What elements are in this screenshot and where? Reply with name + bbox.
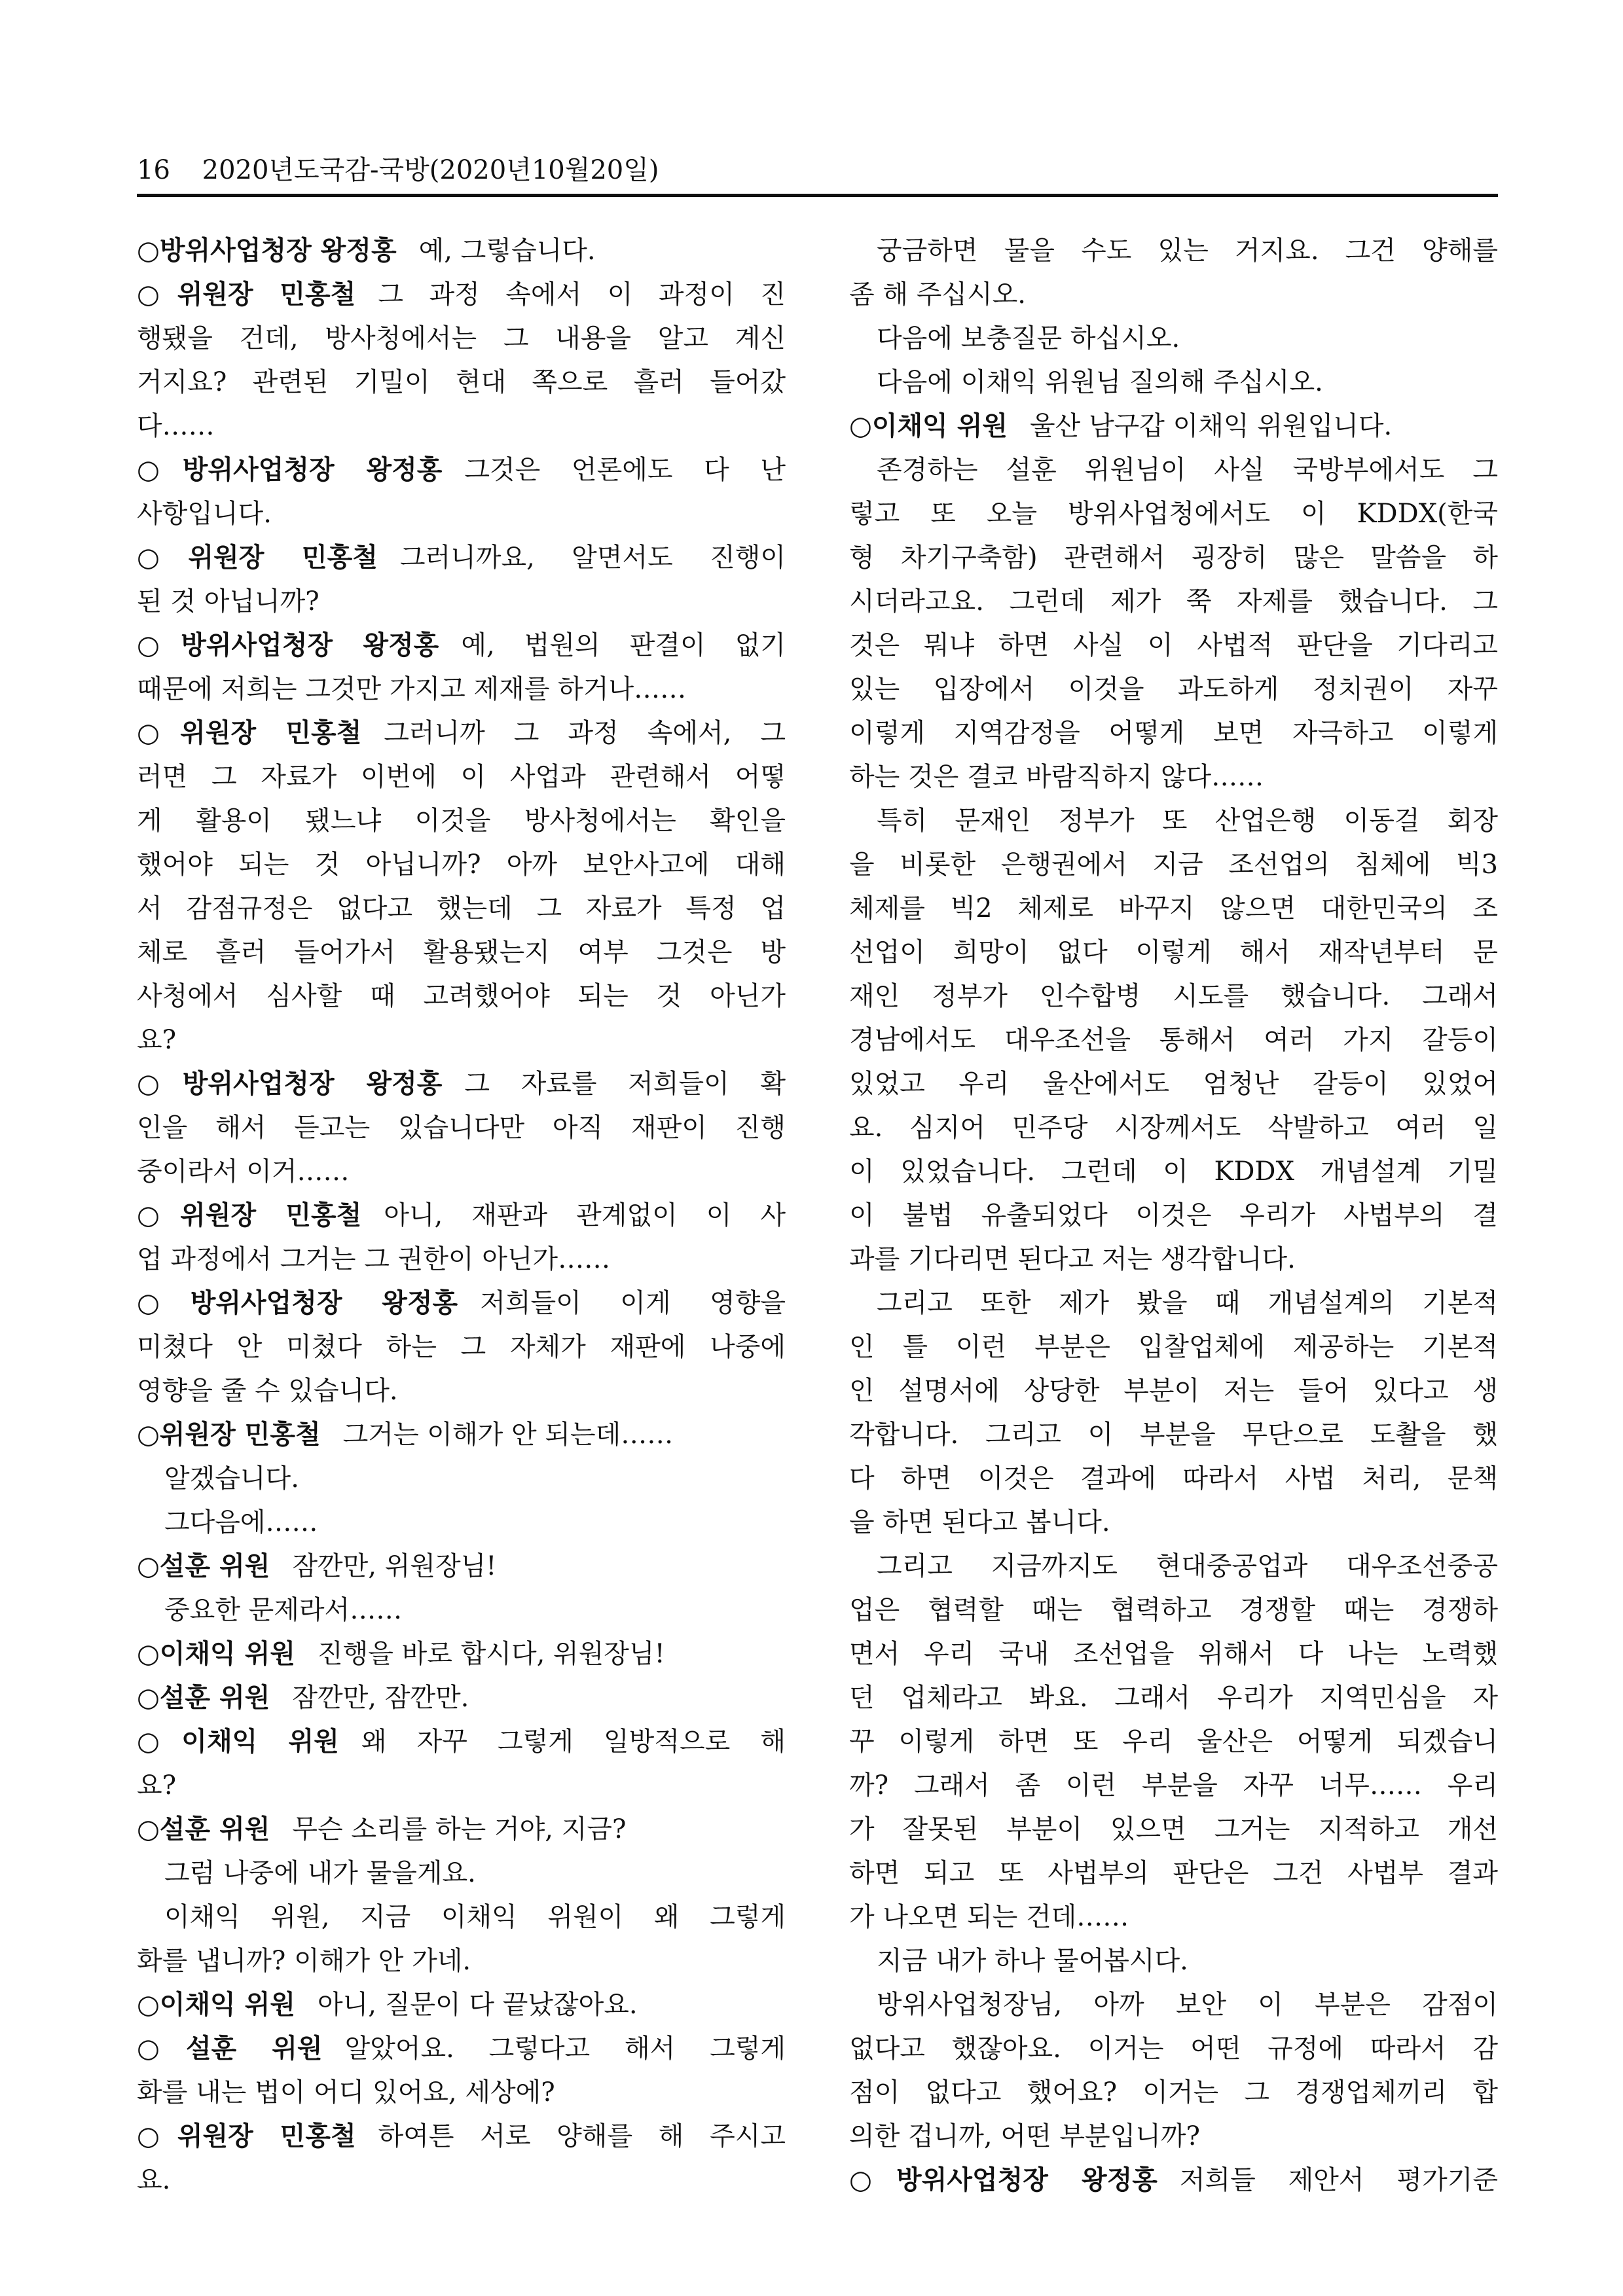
- continuation-paragraph: [849, 229, 1498, 317]
- speaker-name: ○설훈 위원: [137, 1551, 270, 1581]
- speaker-name: ○방위사업청장 왕정홍: [137, 1288, 458, 1318]
- text-line: [137, 1852, 786, 1895]
- right-column: [849, 229, 1498, 2202]
- speaker-name: ○설훈 위원: [137, 1814, 270, 1844]
- speech-paragraph: [137, 1983, 786, 2027]
- speech-paragraph: [137, 2115, 786, 2202]
- text-line: [849, 1852, 1498, 1895]
- text-line: [849, 1018, 1498, 1062]
- line-text: 과를 기다리면 된다고 저는 생각합니다.: [849, 1244, 1296, 1274]
- text-line: [137, 492, 786, 536]
- speech-paragraph: [137, 229, 786, 273]
- line-text: 사항입니다.: [137, 499, 272, 529]
- text-line: [137, 273, 786, 317]
- text-line: [137, 1501, 786, 1545]
- line-text: 중이라서 이거……: [137, 1157, 350, 1187]
- text-line: [137, 1150, 786, 1194]
- speaker-name: ○위원장 민홍철: [137, 718, 362, 748]
- line-text: 체로 흘러 들어가서 활용됐는지 여부 그것은 방: [137, 937, 786, 967]
- line-text: 렇고 또 오늘 방위사업청에서도 이 KDDX(한국: [849, 499, 1498, 529]
- speech-paragraph: [137, 1676, 786, 1720]
- line-text: 알겠습니다.: [164, 1463, 299, 1494]
- text-line: [849, 404, 1498, 448]
- text-line: [849, 1369, 1498, 1413]
- text-line: [137, 1983, 786, 2027]
- text-line: [849, 843, 1498, 887]
- line-text: 특히 문재인 정부가 또 산업은행 이동걸 회장: [877, 806, 1498, 836]
- text-line: [137, 2159, 786, 2202]
- line-text: 업 과정에서 그거는 그 권한이 아닌가……: [137, 1244, 611, 1274]
- text-line: [137, 1238, 786, 1282]
- text-line: [137, 1808, 786, 1852]
- text-line: [849, 1106, 1498, 1150]
- text-line: [137, 624, 786, 668]
- text-line: [137, 1939, 786, 1983]
- continuation-paragraph: [849, 1939, 1498, 1983]
- line-text: 예, 그렇습니다.: [418, 236, 596, 266]
- text-line: [137, 711, 786, 755]
- line-text: 진행을 바로 합시다, 위원장님!: [318, 1639, 665, 1669]
- text-line: [849, 711, 1498, 755]
- text-line: [137, 668, 786, 711]
- line-text: 아니, 재판과 관계없이 이 사: [384, 1200, 786, 1230]
- line-text: 던 업체라고 봐요. 그래서 우리가 지역민심을 자: [849, 1683, 1498, 1713]
- text-line: [849, 361, 1498, 404]
- text-line: [137, 2115, 786, 2159]
- line-text: 면서 우리 국내 조선업을 위해서 다 나는 노력했: [849, 1639, 1498, 1669]
- line-text: 된 것 아닙니까?: [137, 586, 319, 617]
- line-text: 왜 자꾸 그렇게 일방적으로 해: [361, 1727, 786, 1757]
- text-line: [849, 755, 1498, 799]
- speaker-name: ○설훈 위원: [137, 1683, 270, 1713]
- text-line: [849, 668, 1498, 711]
- line-text: 을 하면 된다고 봅니다.: [849, 1507, 1110, 1537]
- continuation-paragraph: [849, 799, 1498, 1282]
- speech-paragraph: [849, 404, 1498, 448]
- speaker-name: ○위원장 민홍철: [137, 2121, 356, 2151]
- line-text: 점이 없다고 했어요? 이거는 그 경쟁업체끼리 합: [849, 2077, 1498, 2108]
- continuation-paragraph: [849, 1983, 1498, 2159]
- speaker-name: ○이채익 위원: [137, 1727, 339, 1757]
- text-line: [137, 1676, 786, 1720]
- line-text: 이 있었습니다. 그런데 이 KDDX 개념설계 기밀: [849, 1157, 1498, 1187]
- text-line: [849, 2027, 1498, 2071]
- line-text: 게 활용이 됐느냐 이것을 방사청에서는 확인을: [137, 806, 786, 836]
- speech-paragraph: [137, 1545, 786, 1588]
- line-text: 아니, 질문이 다 끝났잖아요.: [318, 1990, 638, 2020]
- line-text: 다……: [137, 411, 215, 441]
- line-text: 저희들 제안서 평가기준: [1179, 2165, 1498, 2195]
- text-line: [137, 1545, 786, 1588]
- line-text: 경남에서도 대우조선을 통해서 여러 가지 갈등이: [849, 1025, 1498, 1055]
- line-text: 사청에서 심사할 때 고려했어야 되는 것 아닌가: [137, 981, 786, 1011]
- text-line: [137, 580, 786, 624]
- speech-paragraph: [137, 536, 786, 624]
- line-text: 가 잘못된 부분이 있으면 그거는 지적하고 개선: [849, 1814, 1498, 1844]
- text-line: [849, 931, 1498, 975]
- line-text: 요?: [137, 1770, 177, 1801]
- line-text: 무슨 소리를 하는 거야, 지금?: [292, 1814, 627, 1844]
- speaker-name: ○방위사업청장 왕정홍: [849, 2165, 1158, 2195]
- text-line: [849, 1808, 1498, 1852]
- line-text: 인 설명서에 상당한 부분이 저는 들어 있다고 생: [849, 1376, 1498, 1406]
- text-line: [137, 229, 786, 273]
- text-line: [849, 1457, 1498, 1501]
- speech-paragraph: [137, 1808, 786, 1852]
- page-number: 16: [137, 155, 170, 185]
- text-line: [849, 448, 1498, 492]
- line-text: 선업이 희망이 없다 이렇게 해서 재작년부터 문: [849, 937, 1498, 967]
- text-line: [849, 1150, 1498, 1194]
- text-line: [137, 2071, 786, 2115]
- speech-paragraph: [137, 1062, 786, 1194]
- line-text: 다 하면 이것은 결과에 따라서 사법 처리, 문책: [849, 1463, 1498, 1494]
- line-text: 울산 남구갑 이채익 위원입니다.: [1030, 411, 1393, 441]
- continuation-paragraph: [137, 1895, 786, 1983]
- line-text: 거지요? 관련된 기밀이 현대 쪽으로 흘러 들어갔: [137, 367, 786, 397]
- line-text: 이채익 위원, 지금 이채익 위원이 왜 그렇게: [164, 1902, 786, 1932]
- text-line: [849, 1764, 1498, 1808]
- speech-paragraph: [137, 1720, 786, 1808]
- speaker-name: ○설훈 위원: [137, 2034, 323, 2064]
- speech-paragraph: [137, 273, 786, 448]
- continuation-paragraph: [137, 1501, 786, 1545]
- continuation-paragraph: [849, 1282, 1498, 1545]
- text-line: [137, 1413, 786, 1457]
- text-line: [137, 1106, 786, 1150]
- continuation-paragraph: [849, 361, 1498, 404]
- line-text: 그리고 또한 제가 봤을 때 개념설계의 기본적: [877, 1288, 1498, 1318]
- line-text: 미쳤다 안 미쳤다 하는 그 자체가 재판에 나중에: [137, 1332, 786, 1362]
- continuation-paragraph: [137, 1457, 786, 1501]
- line-text: 그거는 이해가 안 되는데……: [342, 1420, 674, 1450]
- speaker-name: ○위원장 민홍철: [137, 1200, 362, 1230]
- text-line: [849, 1983, 1498, 2027]
- text-line: [137, 404, 786, 448]
- line-text: 했어야 되는 것 아닙니까? 아까 보안사고에 대해: [137, 850, 786, 880]
- speaker-name: ○위원장 민홍철: [137, 543, 378, 573]
- text-line: [849, 1676, 1498, 1720]
- continuation-paragraph: [849, 1545, 1498, 1939]
- line-text: 때문에 저희는 그것만 가지고 제재를 하거나……: [137, 674, 687, 704]
- text-line: [137, 1062, 786, 1106]
- speaker-name: ○이채익 위원: [137, 1990, 296, 2020]
- text-line: [849, 1895, 1498, 1939]
- line-text: 하여튼 서로 양해를 해 주시고: [378, 2121, 786, 2151]
- line-text: 요. 심지어 민주당 시장께서도 삭발하고 여러 일: [849, 1113, 1498, 1143]
- speaker-name: ○위원장 민홍철: [137, 1420, 321, 1450]
- text-line: [137, 1282, 786, 1325]
- text-line: [137, 975, 786, 1018]
- line-text: 있었고 우리 울산에서도 엄청난 갈등이 있었어: [849, 1069, 1498, 1099]
- line-text: 업은 협력할 때는 협력하고 경쟁할 때는 경쟁하: [849, 1595, 1498, 1625]
- continuation-paragraph: [137, 1852, 786, 1895]
- speaker-name: ○방위사업청장 왕정홍: [137, 630, 439, 660]
- text-line: [849, 1588, 1498, 1632]
- text-line: [849, 1194, 1498, 1238]
- text-line: [849, 975, 1498, 1018]
- line-text: 의한 겁니까, 어떤 부분입니까?: [849, 2121, 1200, 2151]
- line-text: 재인 정부가 인수합병 시도를 했습니다. 그래서: [849, 981, 1498, 1011]
- speaker-name: ○이채익 위원: [137, 1639, 296, 1669]
- speech-paragraph: [137, 711, 786, 1062]
- text-line: [849, 624, 1498, 668]
- text-line: [849, 317, 1498, 361]
- line-text: 영향을 줄 수 있습니다.: [137, 1376, 398, 1406]
- text-line: [849, 1545, 1498, 1588]
- text-line: [137, 887, 786, 931]
- text-line: [849, 2115, 1498, 2159]
- line-text: 화를 내는 법이 어디 있어요, 세상에?: [137, 2077, 555, 2108]
- text-line: [137, 1369, 786, 1413]
- line-text: 지금 내가 하나 물어봅시다.: [877, 1946, 1188, 1976]
- text-line: [137, 2027, 786, 2071]
- line-text: 저희들이 이게 영향을: [480, 1288, 786, 1318]
- text-line: [849, 1720, 1498, 1764]
- text-line: [849, 799, 1498, 843]
- speech-paragraph: [137, 2027, 786, 2115]
- text-line: [849, 1282, 1498, 1325]
- text-line: [137, 1325, 786, 1369]
- text-line: [849, 580, 1498, 624]
- line-text: 인을 해서 듣고는 있습니다만 아직 재판이 진행: [137, 1113, 786, 1143]
- text-line: [137, 843, 786, 887]
- line-text: 다음에 보충질문 하십시오.: [877, 323, 1180, 353]
- text-line: [849, 1238, 1498, 1282]
- line-text: 행됐을 건데, 방사청에서는 그 내용을 알고 계신: [137, 323, 786, 353]
- line-text: 이 불법 유출되었다 이것은 우리가 사법부의 결: [849, 1200, 1498, 1230]
- running-header: [137, 149, 659, 187]
- text-line: [849, 887, 1498, 931]
- text-line: [849, 1062, 1498, 1106]
- speaker-name: ○방위사업청장 왕정홍: [137, 1069, 443, 1099]
- line-text: 을 비롯한 은행권에서 지금 조선업의 침체에 빅3: [849, 850, 1498, 880]
- line-text: 시더라고요. 그런데 제가 쭉 자제를 했습니다. 그: [849, 586, 1498, 617]
- text-line: [137, 755, 786, 799]
- speech-paragraph: [137, 1282, 786, 1413]
- text-line: [137, 448, 786, 492]
- line-text: 방위사업청장님, 아까 보안 이 부분은 감점이: [877, 1990, 1498, 2020]
- text-line: [849, 229, 1498, 273]
- continuation-paragraph: [849, 448, 1498, 799]
- text-line: [849, 1501, 1498, 1545]
- line-text: 이렇게 지역감정을 어떻게 보면 자극하고 이렇게: [849, 718, 1498, 748]
- line-text: 있는 입장에서 이것을 과도하게 정치권이 자꾸: [849, 674, 1498, 704]
- speaker-name: ○방위사업청장 왕정홍: [137, 455, 443, 485]
- line-text: 그것은 언론에도 다 난: [464, 455, 786, 485]
- speech-paragraph: [137, 624, 786, 711]
- continuation-paragraph: [137, 1588, 786, 1632]
- text-line: [137, 799, 786, 843]
- line-text: 그러니까요, 알면서도 진행이: [399, 543, 786, 573]
- header-title: 2020년도국감-국방(2020년10월20일): [202, 155, 659, 185]
- line-text: 요?: [137, 1025, 177, 1055]
- line-text: 예, 법원의 판결이 없기: [461, 630, 786, 660]
- line-text: 존경하는 설훈 위원님이 사실 국방부에서도 그: [877, 455, 1498, 485]
- text-line: [137, 1720, 786, 1764]
- text-line: [849, 2071, 1498, 2115]
- line-text: 잠깐만, 위원장님!: [292, 1551, 497, 1581]
- line-text: 그 자료를 저희들이 확: [464, 1069, 786, 1099]
- line-text: 까? 그래서 좀 이런 부분을 자꾸 너무…… 우리: [849, 1770, 1498, 1801]
- speech-paragraph: [137, 448, 786, 536]
- speaker-name: ○위원장 민홍철: [137, 279, 356, 310]
- line-text: 가 나오면 되는 건데……: [849, 1902, 1129, 1932]
- line-text: 그럼 나중에 내가 물을게요.: [164, 1858, 476, 1888]
- line-text: 다음에 이채익 위원님 질의해 주십시오.: [877, 367, 1323, 397]
- line-text: 그 과정 속에서 이 과정이 진: [378, 279, 786, 310]
- text-line: [137, 931, 786, 975]
- line-text: 요.: [137, 2165, 171, 2195]
- text-line: [137, 1588, 786, 1632]
- line-text: 하는 것은 결코 바람직하지 않다……: [849, 762, 1264, 792]
- speech-paragraph: [137, 1194, 786, 1282]
- line-text: 꾸 이렇게 하면 또 우리 울산은 어떻게 되겠습니: [849, 1727, 1498, 1757]
- speaker-name: ○방위사업청장 왕정홍: [137, 236, 397, 266]
- line-text: 중요한 문제라서……: [164, 1595, 403, 1625]
- line-text: 인 틀 이런 부분은 입찰업체에 제공하는 기본적: [849, 1332, 1498, 1362]
- line-text: 체제를 빅2 체제로 바꾸지 않으면 대한민국의 조: [849, 893, 1498, 924]
- line-text: 화를 냅니까? 이해가 안 가네.: [137, 1946, 471, 1976]
- text-line: [849, 1632, 1498, 1676]
- text-line: [849, 1413, 1498, 1457]
- header-rule: [137, 194, 1498, 197]
- speech-paragraph: [137, 1632, 786, 1676]
- line-text: 그리고 지금까지도 현대중공업과 대우조선중공: [877, 1551, 1498, 1581]
- text-line: [137, 1764, 786, 1808]
- text-line: [137, 361, 786, 404]
- line-text: 그러니까 그 과정 속에서, 그: [384, 718, 786, 748]
- line-text: 없다고 했잖아요. 이거는 어떤 규정에 따라서 감: [849, 2034, 1498, 2064]
- line-text: 알았어요. 그렇다고 해서 그렇게: [344, 2034, 786, 2064]
- text-line: [137, 536, 786, 580]
- text-line: [137, 1457, 786, 1501]
- speech-paragraph: [849, 2159, 1498, 2202]
- line-text: 서 감점규정은 없다고 했는데 그 자료가 특정 업: [137, 893, 786, 924]
- line-text: 좀 해 주십시오.: [849, 279, 1026, 310]
- line-text: 그다음에……: [164, 1507, 318, 1537]
- text-line: [849, 273, 1498, 317]
- speaker-name: ○이채익 위원: [849, 411, 1008, 441]
- line-text: 러면 그 자료가 이번에 이 사업과 관련해서 어떻: [137, 762, 786, 792]
- text-line: [849, 536, 1498, 580]
- text-line: [849, 1325, 1498, 1369]
- continuation-paragraph: [849, 317, 1498, 361]
- text-line: [137, 317, 786, 361]
- line-text: 것은 뭐냐 하면 사실 이 사법적 판단을 기다리고: [849, 630, 1498, 660]
- line-text: 하면 되고 또 사법부의 판단은 그건 사법부 결과: [849, 1858, 1498, 1888]
- text-line: [137, 1194, 786, 1238]
- line-text: 잠깐만, 잠깐만.: [292, 1683, 469, 1713]
- text-line: [137, 1018, 786, 1062]
- speech-paragraph: [137, 1413, 786, 1457]
- text-line: [849, 492, 1498, 536]
- line-text: 궁금하면 물을 수도 있는 거지요. 그건 양해를: [877, 236, 1498, 266]
- line-text: 형 차기구축함) 관련해서 굉장히 많은 말씀을 하: [849, 543, 1498, 573]
- line-text: 각합니다. 그리고 이 부분을 무단으로 도촬을 했: [849, 1420, 1498, 1450]
- text-line: [849, 1939, 1498, 1983]
- text-line: [137, 1632, 786, 1676]
- text-line: [137, 1895, 786, 1939]
- left-column: [137, 229, 786, 2202]
- text-line: [849, 2159, 1498, 2202]
